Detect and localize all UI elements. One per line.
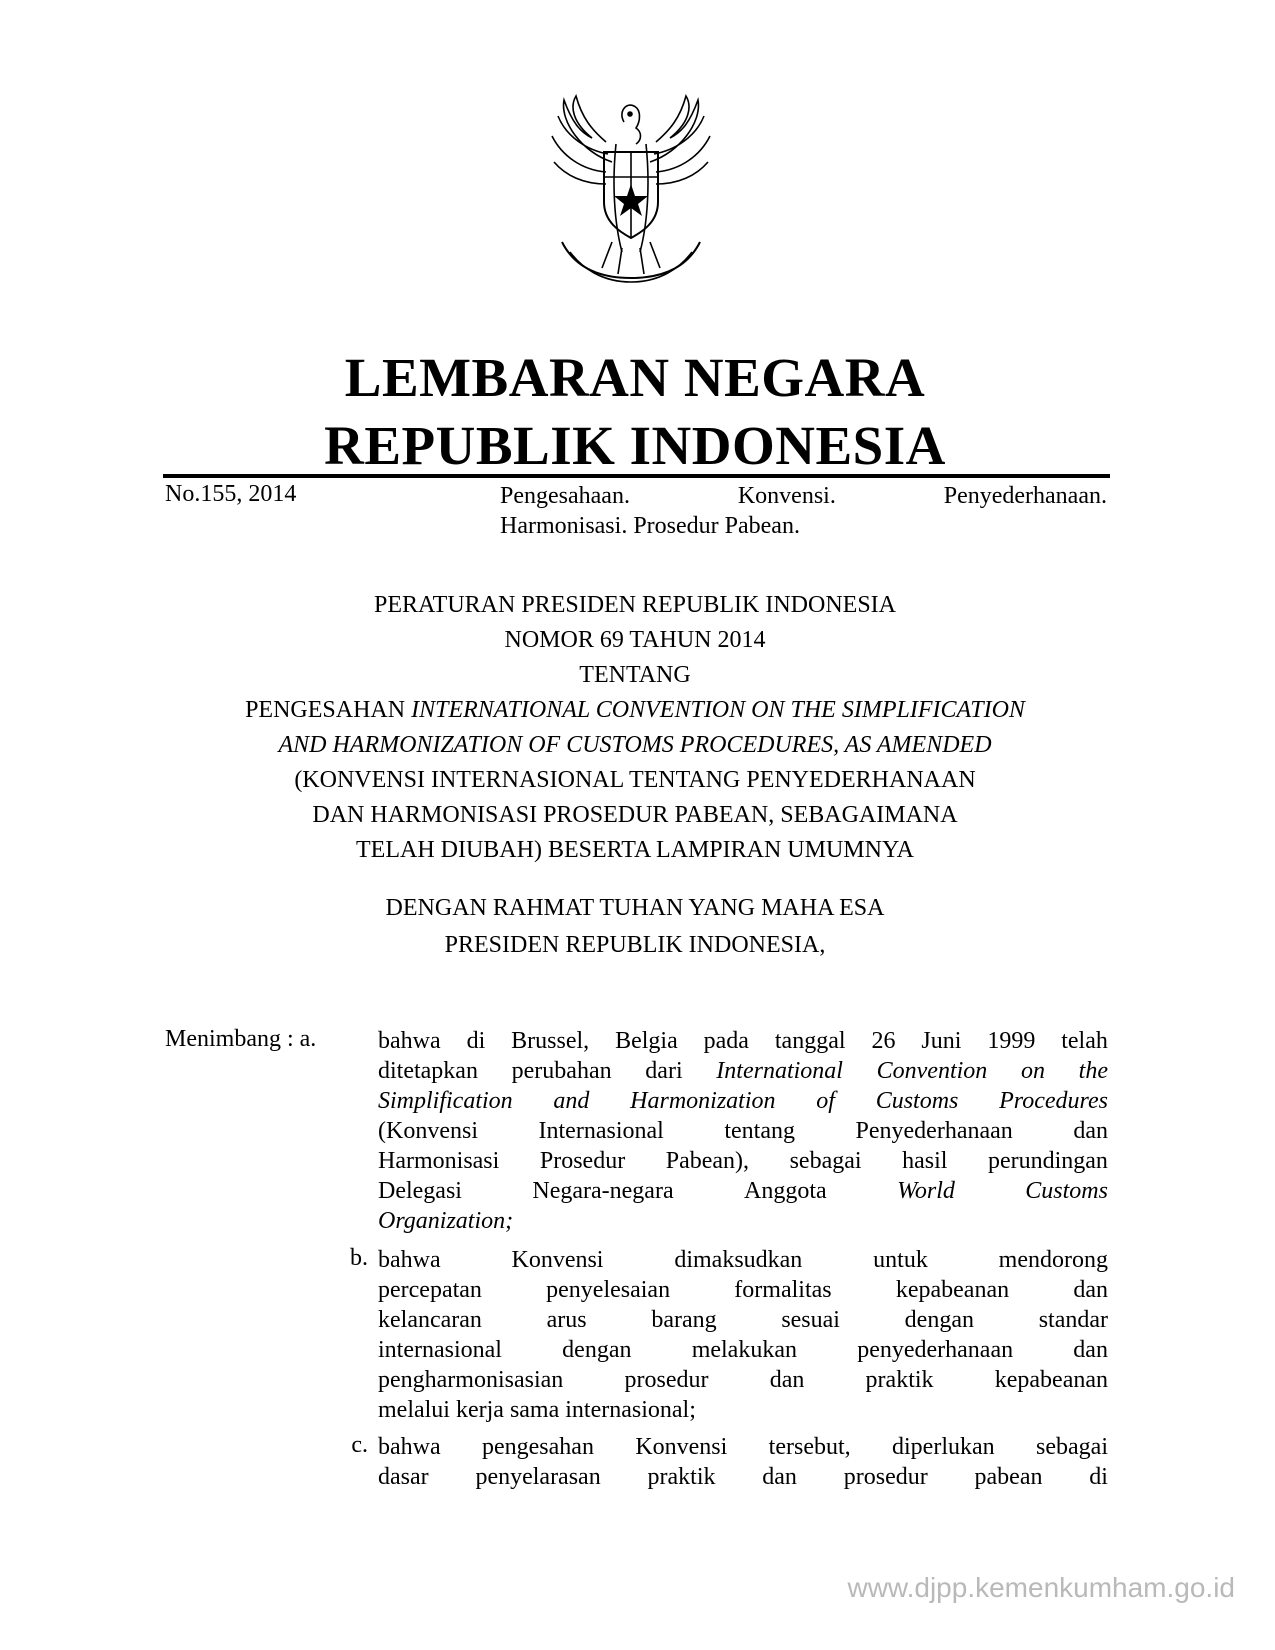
text-word: the (1078, 1058, 1108, 1084)
text-word: bahwa (378, 1247, 441, 1273)
text-word: dan (769, 1367, 805, 1393)
text-word: Konvensi (511, 1247, 604, 1273)
title-rule (163, 474, 1110, 478)
heading-line: AND HARMONIZATION OF CUSTOMS PROCEDURES, AS AMENDED (278, 732, 992, 758)
text-word: pengesahan (482, 1434, 594, 1460)
text-word: kelancaran (378, 1307, 482, 1333)
text-word: International (716, 1058, 843, 1084)
text-word: pabean (974, 1464, 1043, 1490)
title-line-2: REPUBLIK INDONESIA (324, 415, 946, 476)
heading-line: DAN HARMONISASI PROSEDUR PABEAN, SEBAGAIMANA (312, 802, 958, 828)
text-word: dimaksudkan (674, 1247, 803, 1273)
text-line-italic: Organization; (378, 1208, 514, 1234)
text-word: pada (703, 1028, 749, 1054)
heading-line: TENTANG (579, 662, 691, 688)
gazette-subject (500, 481, 1107, 541)
text-word: World (897, 1178, 955, 1204)
text-word: penyederhanaan (857, 1337, 1014, 1363)
text-word: praktik (647, 1464, 716, 1490)
text-word: Pabean), (665, 1148, 750, 1174)
text-word: 26 (871, 1028, 896, 1054)
text-word: Prosedur (539, 1148, 626, 1174)
source-watermark: www.djpp.kemenkumham.go.id (847, 1572, 1235, 1603)
consideration-item-a (378, 1026, 1108, 1236)
text-word: sebagai (789, 1148, 862, 1174)
gazette-number: No.155, 2014 (165, 481, 297, 507)
text-word: Belgia (615, 1028, 678, 1054)
text-word: ditetapkan (378, 1058, 478, 1084)
text-word: standar (1038, 1307, 1108, 1333)
heading-line: NOMOR 69 TAHUN 2014 (504, 627, 766, 653)
text-word: on (1020, 1058, 1045, 1084)
text-word: Juni (921, 1028, 962, 1054)
title-line-1: LEMBARAN NEGARA (344, 347, 926, 408)
text-word: dan (1073, 1118, 1108, 1144)
heading-line: PERATURAN PRESIDEN REPUBLIK INDONESIA (373, 592, 897, 618)
text-word: bahwa (378, 1434, 441, 1460)
text-word: dan (1073, 1277, 1108, 1303)
opening-line: PRESIDEN REPUBLIK INDONESIA, (444, 932, 826, 958)
text-word: telah (1061, 1028, 1108, 1054)
text-word: sesuai (781, 1307, 840, 1333)
menimbang-label: Menimbang : a. (165, 1026, 317, 1052)
heading-italic: INTERNATIONAL CONVENTION ON THE SIMPLIFICATION (411, 697, 1025, 723)
text-word: tersebut, (768, 1434, 851, 1460)
text-word: diperlukan (892, 1434, 995, 1460)
subject-word: Penyederhanaan. (943, 483, 1107, 509)
text-word: tentang (724, 1118, 795, 1144)
text-word: Negara-negara (532, 1178, 674, 1204)
consideration-item-c (378, 1432, 1108, 1492)
text-word: percepatan (378, 1277, 482, 1303)
subject-word: Pengesahaan. (500, 483, 630, 509)
text-word: Konvensi (635, 1434, 728, 1460)
consideration-item-b (378, 1245, 1108, 1425)
text-word: perubahan (511, 1058, 612, 1084)
text-word: untuk (873, 1247, 928, 1273)
text-word: Simplification (378, 1088, 513, 1114)
text-word: bahwa (378, 1028, 441, 1054)
text-word: Procedures (999, 1088, 1108, 1114)
text-word: kepabeanan (895, 1277, 1010, 1303)
text-word: dari (645, 1058, 683, 1084)
text-word: Penyederhanaan (855, 1118, 1013, 1144)
text-word: pengharmonisasian (378, 1367, 564, 1393)
text-word: and (553, 1088, 590, 1114)
text-word: prosedur (624, 1367, 709, 1393)
text-word: Internasional (538, 1118, 664, 1144)
heading-plain: PENGESAHAN (245, 697, 412, 723)
text-word: di (466, 1028, 486, 1054)
heading-line: TELAH DIUBAH) BESERTA LAMPIRAN UMUMNYA (356, 837, 914, 863)
text-word: perundingan (987, 1148, 1108, 1174)
text-word: Convention (876, 1058, 988, 1084)
heading-line: (KONVENSI INTERNASIONAL TENTANG PENYEDERHANAAN (294, 767, 976, 793)
item-letter-c: c. (351, 1432, 368, 1458)
opening-line: DENGAN RAHMAT TUHAN YANG MAHA ESA (385, 895, 885, 921)
text-word: tanggal (774, 1028, 846, 1054)
text-word: sebagai (1036, 1434, 1108, 1460)
text-word: dan (762, 1464, 797, 1490)
text-word: prosedur (843, 1464, 928, 1490)
text-word: Harmonisasi (378, 1148, 500, 1174)
text-word: Brussel, (511, 1028, 590, 1054)
garuda-emblem-icon (542, 92, 720, 290)
text-word: barang (651, 1307, 717, 1333)
text-word: internasional (378, 1337, 502, 1363)
text-word: praktik (865, 1367, 934, 1393)
text-word: arus (546, 1307, 587, 1333)
text-word: penyelarasan (475, 1464, 601, 1490)
opening-formula (160, 890, 1110, 964)
text-word: hasil (902, 1148, 948, 1174)
text-word: formalitas (734, 1277, 832, 1303)
text-word: Harmonization (630, 1088, 776, 1114)
text-word: dasar (378, 1464, 429, 1490)
text-word: penyelesaian (546, 1277, 671, 1303)
regulation-heading (160, 588, 1110, 868)
text-word: Customs (1025, 1178, 1108, 1204)
text-word: 1999 (987, 1028, 1036, 1054)
text-line: melalui kerja sama internasional; (378, 1397, 696, 1423)
text-word: of (816, 1088, 835, 1114)
text-word: melakukan (691, 1337, 797, 1363)
text-word: dan (1073, 1337, 1108, 1363)
text-word: (Konvensi (378, 1118, 478, 1144)
heading-line (160, 693, 1110, 728)
text-word: di (1089, 1464, 1108, 1490)
subject-word: Konvensi. (737, 483, 836, 509)
text-word: mendorong (998, 1247, 1108, 1273)
text-word: kepabeanan (994, 1367, 1108, 1393)
text-word: dengan (562, 1337, 632, 1363)
subject-line-2: Harmonisasi. Prosedur Pabean. (500, 513, 800, 539)
item-letter-b: b. (350, 1245, 368, 1271)
text-word: dengan (904, 1307, 974, 1333)
text-word: Delegasi (378, 1178, 462, 1204)
text-word: Customs (875, 1088, 959, 1114)
text-word: Anggota (744, 1178, 827, 1204)
